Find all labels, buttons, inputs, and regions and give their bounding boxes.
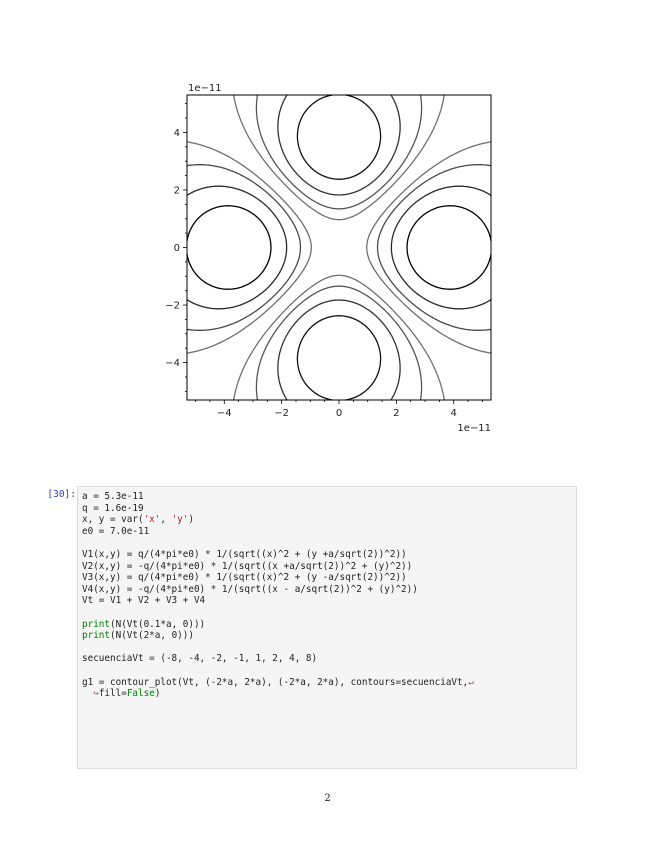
code-line <box>82 619 572 631</box>
code-line <box>82 607 572 619</box>
contour-level-neg4 <box>187 186 491 309</box>
x-tick-label: −4 <box>216 408 232 419</box>
code-line <box>82 665 572 677</box>
code-line <box>82 642 572 654</box>
code-input[interactable] <box>77 486 577 769</box>
code-token: V1(x,y) = q/(4*pi*e0) * 1/(sqrt((x)^2 + (y +a/sqrt(2))^2)) <box>82 548 407 560</box>
x-offset-label: 1e−11 <box>457 423 491 434</box>
contour-plot <box>150 75 510 440</box>
x-tick-label: 4 <box>450 408 457 419</box>
y-offset-label: 1e−11 <box>188 83 222 94</box>
cell-prompt: [30]: <box>47 489 76 500</box>
code-line <box>82 561 572 573</box>
contour-level-1 <box>234 95 445 400</box>
code-token: ) <box>154 688 161 700</box>
code-token: ) <box>188 514 194 526</box>
plot-frame <box>187 95 491 400</box>
code-token: fill= <box>98 688 127 700</box>
line-wrap-marker: ↵ <box>468 676 474 688</box>
code-token: V4(x,y) = -q/(4*pi*e0) * 1/(sqrt((x - a/sqrt(2))^2 + (y)^2)) <box>82 583 418 595</box>
code-line <box>82 630 572 642</box>
y-tick-label: −4 <box>165 358 180 370</box>
contour-level-4 <box>278 95 400 400</box>
code-token: print <box>82 630 110 642</box>
code-token: print <box>82 618 110 630</box>
code-line <box>82 537 572 549</box>
code-line <box>82 595 572 607</box>
code-line <box>82 653 572 665</box>
code-token: 'x' <box>143 514 161 526</box>
line-wrap-marker <box>82 688 93 699</box>
code-line <box>82 677 572 689</box>
code-line <box>82 549 572 561</box>
y-tick-label: 0 <box>173 243 180 254</box>
contour-level-neg1 <box>187 142 491 353</box>
y-tick-label: 4 <box>173 127 180 139</box>
x-tick-label: −2 <box>274 408 290 419</box>
code-token: False <box>126 688 155 700</box>
code-line <box>82 688 572 700</box>
contour-level-neg8 <box>187 206 491 289</box>
code-token: 'y' <box>171 514 189 526</box>
code-token: Vt = V1 + V2 + V3 + V4 <box>82 595 206 607</box>
x-tick-label: 0 <box>335 408 343 419</box>
code-token: x, y = var( <box>82 514 144 526</box>
code-token: g1 = contour_plot(Vt, (-2*a, 2*a), (-2*a, 2*a), contours=secuenciaVt, <box>82 676 469 688</box>
contour-plot-svg <box>150 75 510 440</box>
x-tick-label: 2 <box>393 408 400 419</box>
code-token: (N(Vt(0.1*a, 0))) <box>110 618 206 630</box>
code-line <box>82 526 572 538</box>
code-line <box>82 503 572 515</box>
code-token: (N(Vt(2*a, 0))) <box>110 630 194 642</box>
y-tick-label: −2 <box>165 300 180 312</box>
code-token: V2(x,y) = -q/(4*pi*e0) * 1/(sqrt((x +a/sqrt(2))^2 + (y)^2)) <box>82 560 413 572</box>
contour-level-8 <box>297 95 380 400</box>
code-token: , <box>160 514 172 526</box>
code-line <box>82 584 572 596</box>
code-token: V3(x,y) = q/(4*pi*e0) * 1/(sqrt((x)^2 + (y -a/sqrt(2))^2)) <box>82 572 407 584</box>
code-line <box>82 572 572 584</box>
contour-lines <box>187 95 491 400</box>
page-number: 2 <box>324 793 331 804</box>
contour-level-neg2 <box>187 165 491 331</box>
code-token: q = 1.6e-19 <box>82 502 144 514</box>
code-token: secuenciaVt = (-8, -4, -2, -1, 1, 2, 4, 8) <box>82 653 318 665</box>
code-token: a = 5.3e-11 <box>82 491 144 502</box>
code-line <box>82 491 572 503</box>
y-tick-label: 2 <box>173 185 180 197</box>
line-wrap-marker: ↪ <box>93 688 99 700</box>
code-token: e0 = 7.0e-11 <box>82 525 150 537</box>
code-line <box>82 514 572 526</box>
contour-level-2 <box>256 95 421 400</box>
